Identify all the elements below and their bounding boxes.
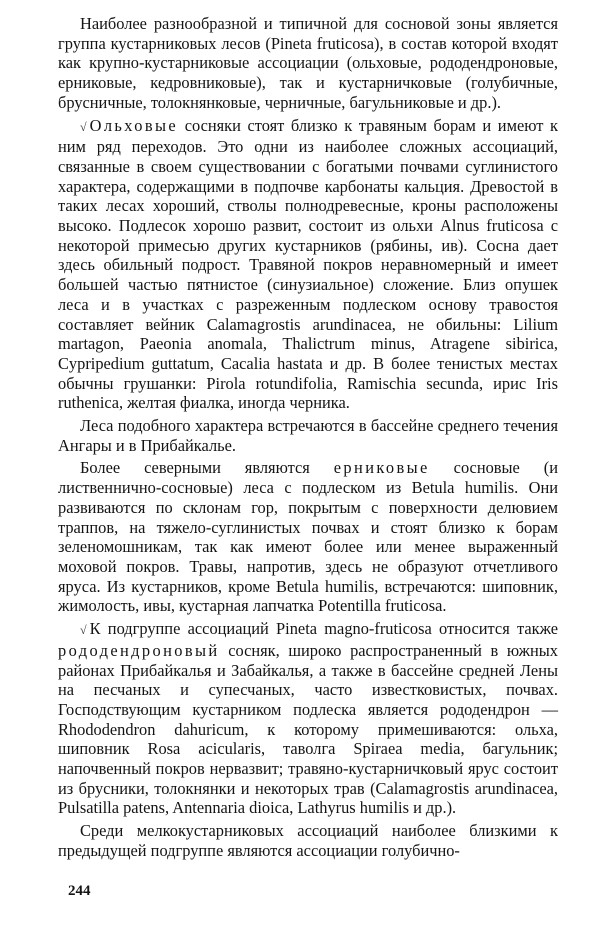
- paragraph-text-lead: Более северными являются: [80, 458, 334, 478]
- paragraph-alder-pine: [58, 116, 558, 414]
- page-text-column: [58, 14, 558, 861]
- paragraph-small-shrub: [58, 821, 558, 860]
- paragraph-text: сосняки стоят близко к травяным борам и имеют к ним ряд переходов. Это одни из наиболее сложных ассоциаций, связанные в своем существовании с богатыми почвами суглинистого характера, содержащими в подпочве карбонаты кальция. Древостой в таких лесах хороший, стволы полнодревесные, кроны расположены высоко. Подлесок хорошо развит, состоит из ольхи Alnus fruticosa с некоторой примесью других кустарников (рябины, ив). Сосна дает здесь обильный подрост. Травяной покров неравномерный и имеет большей частью пятнистое (синузиальное) сложение. Близ опушек леса и в участках с разреженным подлеском основу травостоя составляет вейник Calamagrostis arundinacea, не обильны: Lilium martagon, Paeonia anomala, Thalictrum minus, Atragene sibirica, Cypripedium guttatum, Cacalia hastata и др. В более тенистых местах обычны грушанки: Pirola rotundifolia, Ramischia secunda, ирис Iris ruthenica, желтая фиалка, иногда черника.: [58, 115, 558, 413]
- paragraph-distribution: [58, 416, 558, 455]
- paragraph-intro: [58, 14, 558, 113]
- paragraph-text: Наиболее разнообразной и типичной для сосновой зоны является группа кустарниковых лесов (Pineta fruticosa), в состав которой входят как крупно-кустарниковые ассоциации (ольховые, рододендроновые, ерниковые, кедровниковые), так и кустарничковые (голубичные, брусничные, толокнянковые, черничные, багульниковые и др.).: [58, 14, 558, 112]
- paragraph-text: Леса подобного характера встречаются в бассейне среднего течения Ангары и в Прибайкалье.: [58, 416, 558, 455]
- checkmark-icon: √: [80, 119, 87, 134]
- paragraph-text: Среди мелкокустарниковых ассоциаций наиболее близкими к предыдущей подгруппе являются ассоциации голубично-: [58, 821, 558, 860]
- spaced-term: рододендроновый: [58, 640, 220, 660]
- paragraph-text: сосняк, широко распространенный в южных районах Прибайкалья и Забайкалья, а также в бассейне средней Лены на песчаных и супесчаных, часто известковистых, почвах. Господствующим кустарником подлеска является рододендрон — Rhododendron dahuricum, к которому примешиваются: ольха, шиповник Rosa acicularis, таволга Spiraea media, багульник; напочвенный покров нервазвит; травяно-кустарничковый ярус состоит из брусники, толокнянки и некоторых трав (Calamagrostis arundinacea, Pulsatilla patens, Antennaria dioica, Lathyrus humilis и др.).: [58, 640, 558, 818]
- paragraph-birch-pine: [58, 458, 558, 616]
- checkmark-icon: √: [80, 623, 87, 638]
- paragraph-text-lead: К подгруппе ассоциаций Pineta magno-fruticosa относится также: [89, 619, 558, 639]
- paragraph-rhododendron-pine: [58, 619, 558, 818]
- page-number: 244: [68, 883, 91, 899]
- spaced-term: Ольховые: [89, 115, 179, 135]
- spaced-term: ерниковые: [333, 458, 430, 478]
- paragraph-text: сосновые (и лиственнично-сосновые) леса с подлеском из Betula humilis. Они развиваются по склонам гор, покрытым с поверхности делювием траппов, на тяжело-суглинистых почвах и стоят близко к борам зеленомошникам, так как имеют более или менее выраженный моховой покров. Травы, напротив, здесь не образуют отчетливого яруса. Из кустарников, кроме Betula humilis, встречаются: шиповник, жимолость, ивы, кустарная лапчатка Potentilla fruticosa.: [58, 458, 558, 616]
